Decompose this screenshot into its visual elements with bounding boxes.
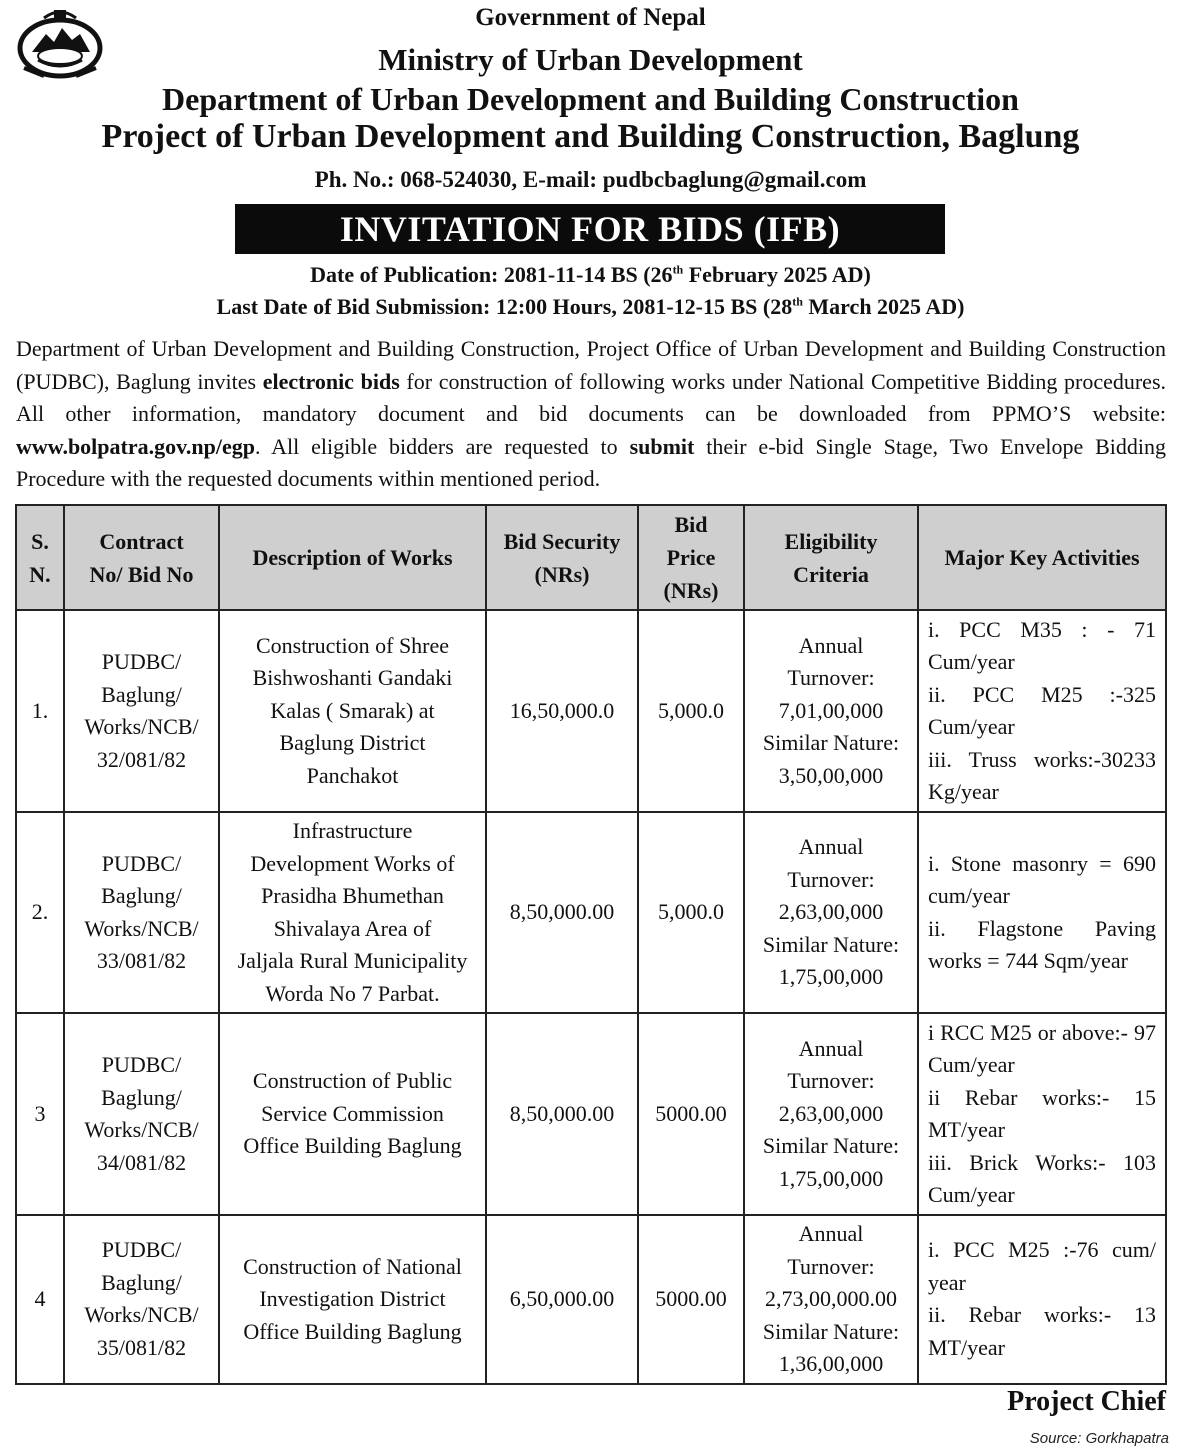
cell-bid-price: 5000.00	[638, 1013, 744, 1215]
cell-key-activities: i. Stone masonry = 690 cum/year ii. Flagstone Paving works = 744 Sqm/year	[918, 812, 1166, 1013]
bids-table	[15, 504, 1167, 1385]
submission-deadline: Last Date of Bid Submission: 12:00 Hours, 2081-12-15 BS (28th March 2025 AD)	[216, 294, 965, 319]
header-contract: Contract No/ Bid No	[64, 505, 219, 610]
header-ministry: Ministry of Urban Development	[378, 42, 803, 77]
bolpatra-link: www.bolpatra.gov.np/egp	[16, 433, 255, 459]
header-eligibility: Eligibility Criteria	[744, 505, 918, 610]
cell-bid-price: 5000.00	[638, 1215, 744, 1384]
header-contact: Ph. No.: 068-524030, E-mail: pudbcbaglung@gmail.com	[314, 167, 867, 192]
source-credit: Source: Gorkhapatra	[1029, 1430, 1169, 1447]
cell-bid-price: 5,000.0	[638, 610, 744, 812]
header-bid-price: Bid Price (NRs)	[638, 505, 744, 610]
cell-contract: PUDBC/ Baglung/ Works/NCB/ 35/081/82	[64, 1215, 219, 1384]
cell-bid-price: 5,000.0	[638, 812, 744, 1013]
header-project: Project of Urban Development and Building Construction, Baglung	[101, 118, 1080, 155]
cell-sn: 2.	[16, 812, 64, 1013]
cell-sn: 1.	[16, 610, 64, 812]
header-bid-security: Bid Security (NRs)	[486, 505, 638, 610]
cell-key-activities: i. PCC M35 : - 71 Cum/year ii. PCC M25 :-325 Cum/year iii. Truss works:-30233 Kg/year	[918, 610, 1166, 812]
cell-contract: PUDBC/ Baglung/ Works/NCB/ 34/081/82	[64, 1013, 219, 1215]
publication-date: Date of Publication: 2081-11-14 BS (26th February 2025 AD)	[310, 262, 871, 287]
cell-contract: PUDBC/ Baglung/ Works/NCB/ 32/081/82	[64, 610, 219, 812]
cell-description: Construction of Shree Bishwoshanti Gandaki Kalas ( Smarak) at Baglung District Panchakot	[219, 610, 486, 812]
intro-paragraph: Department of Urban Development and Building Construction, Project Office of Urban Development and Building Construction (PUDBC), Baglung invites electronic bids for construction of following works under National Competitive Bidding procedures. All other information, mandatory document and bid documents can be downloaded from PPMO’S website: www.bolpatra.gov.np/egp. All eligible bidders are requested to submit their e-bid Single Stage, Two Envelope Bidding Procedure with the requested documents within mentioned period.	[16, 336, 1167, 491]
cell-key-activities: i. PCC M25 :-76 cum/ year ii. Rebar works:- 13 MT/year	[918, 1215, 1166, 1384]
header-sn: S. N.	[16, 505, 64, 610]
table-row	[16, 1215, 1166, 1384]
cell-eligibility: Annual Turnover: 2,63,00,000 Similar Nature: 1,75,00,000	[744, 1013, 918, 1215]
signature-project-chief: Project Chief	[1007, 1386, 1166, 1417]
table-row	[16, 1013, 1166, 1215]
cell-bid-security: 6,50,000.00	[486, 1215, 638, 1384]
header-government: Government of Nepal	[475, 4, 706, 31]
ifb-banner: INVITATION FOR BIDS (IFB)	[235, 204, 945, 254]
header-key-activities: Major Key Activities	[918, 505, 1166, 610]
table-row	[16, 812, 1166, 1013]
cell-description: Construction of National Investigation District Office Building Baglung	[219, 1215, 486, 1384]
cell-eligibility: Annual Turnover: 7,01,00,000 Similar Nature: 3,50,00,000	[744, 610, 918, 812]
cell-contract: PUDBC/ Baglung/ Works/NCB/ 33/081/82	[64, 812, 219, 1013]
table-header-row	[16, 505, 1166, 610]
cell-bid-security: 16,50,000.0	[486, 610, 638, 812]
cell-sn: 3	[16, 1013, 64, 1215]
cell-description: Construction of Public Service Commission Office Building Baglung	[219, 1013, 486, 1215]
cell-bid-security: 8,50,000.00	[486, 812, 638, 1013]
cell-key-activities: i RCC M25 or above:- 97 Cum/year ii Rebar works:- 15 MT/year iii. Brick Works:- 103 Cum/year	[918, 1013, 1166, 1215]
cell-description: Infrastructure Development Works of Prasidha Bhumethan Shivalaya Area of Jaljala Rural Municipality Worda No 7 Parbat.	[219, 812, 486, 1013]
header-description: Description of Works	[219, 505, 486, 610]
cell-sn: 4	[16, 1215, 64, 1384]
header-department: Department of Urban Development and Building Construction	[162, 81, 1019, 117]
table-row	[16, 610, 1166, 812]
cell-eligibility: Annual Turnover: 2,73,00,000.00 Similar Nature: 1,36,00,000	[744, 1215, 918, 1384]
cell-eligibility: Annual Turnover: 2,63,00,000 Similar Nature: 1,75,00,000	[744, 812, 918, 1013]
cell-bid-security: 8,50,000.00	[486, 1013, 638, 1215]
